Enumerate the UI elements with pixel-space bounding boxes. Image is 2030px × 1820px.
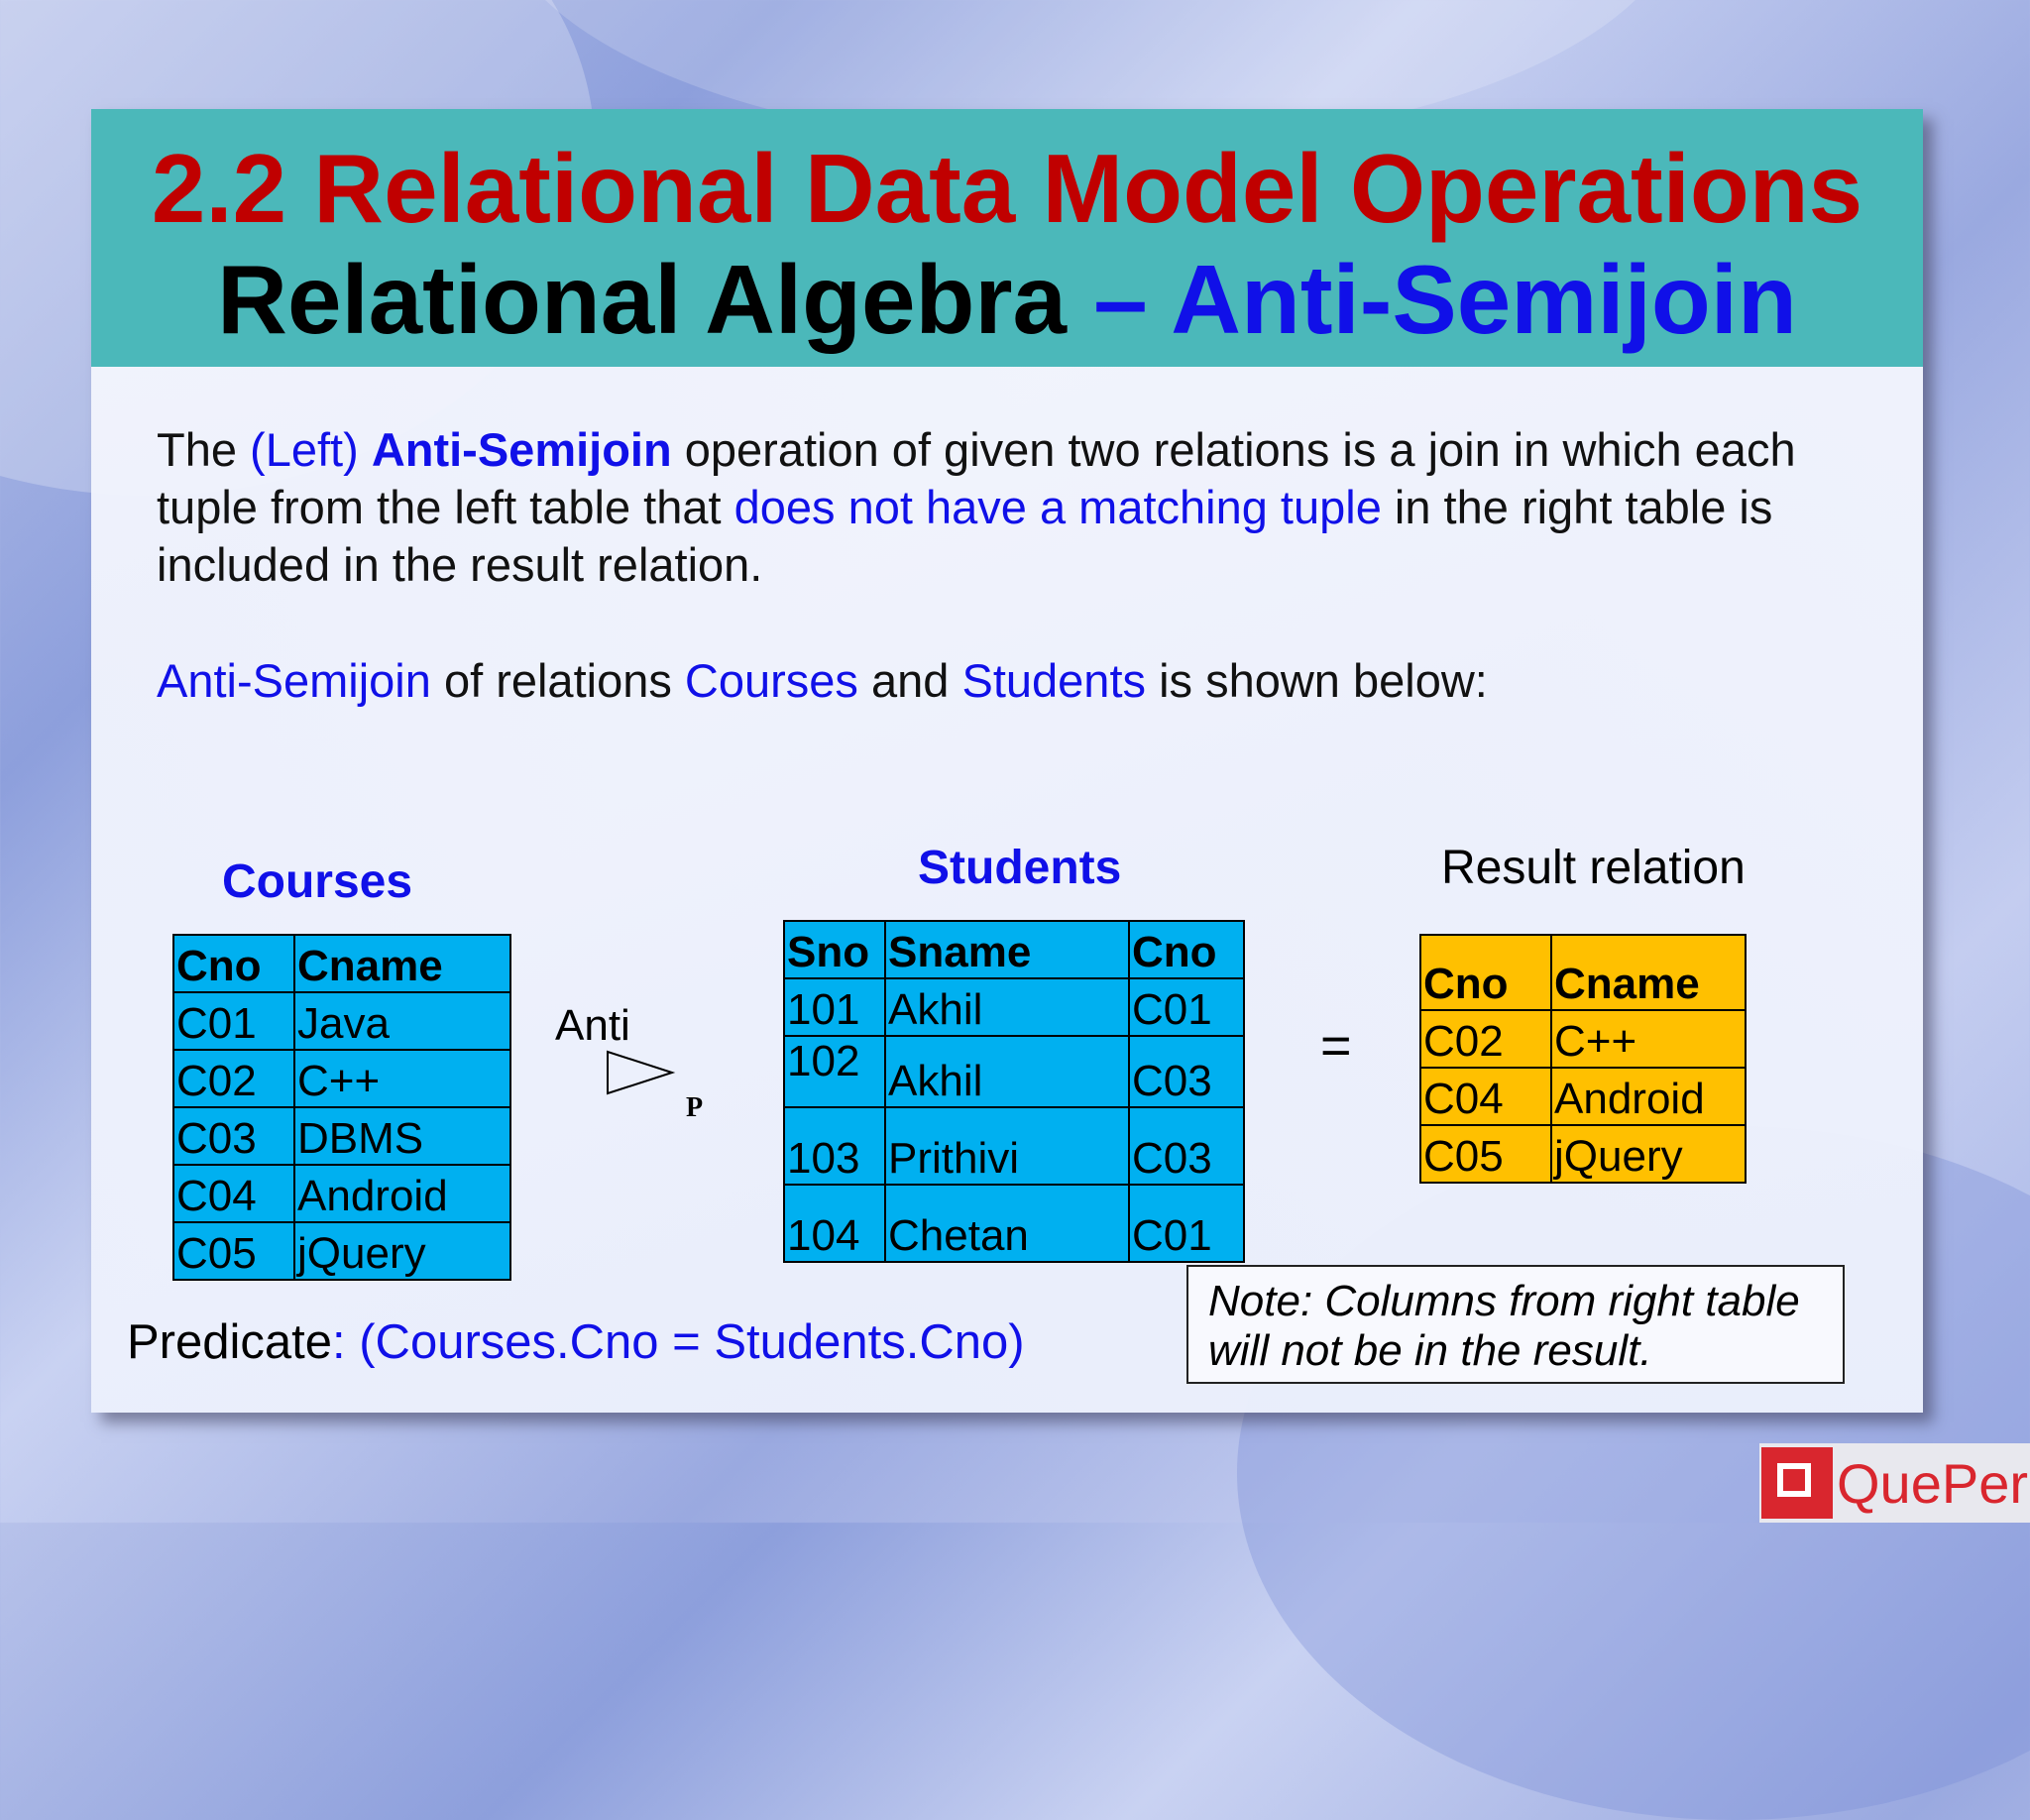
table-cell: jQuery [1551, 1125, 1746, 1183]
column-header: Sno [784, 921, 885, 978]
table-cell: Chetan [885, 1185, 1129, 1262]
table-cell: C03 [1129, 1036, 1244, 1107]
column-header: Cname [294, 935, 510, 992]
table-cell: Akhil [885, 1036, 1129, 1107]
table-row [784, 1107, 1244, 1185]
table-row [784, 1185, 1244, 1262]
table-cell: C04 [1420, 1068, 1551, 1125]
logo-mark-icon [1761, 1447, 1833, 1519]
predicate-line [127, 1314, 1025, 1370]
column-header: Cno [1420, 935, 1551, 1010]
table-cell: C02 [173, 1050, 294, 1107]
table-row [173, 1222, 510, 1280]
anti-semijoin-icon [605, 1049, 676, 1098]
table-row [784, 978, 1244, 1036]
table-row [1420, 1010, 1746, 1068]
table-cell: C01 [173, 992, 294, 1050]
table-cell: C03 [1129, 1107, 1244, 1185]
table-cell: 104 [784, 1185, 885, 1262]
definition-paragraph [157, 421, 1901, 594]
table-cell: C01 [1129, 1185, 1244, 1262]
operator-label: Anti [555, 1001, 630, 1050]
courses-table [172, 934, 511, 1281]
table-cell: Akhil [885, 978, 1129, 1036]
operator-subscript: P [686, 1092, 704, 1123]
table-cell: C02 [1420, 1010, 1551, 1068]
table-cell: Prithivi [885, 1107, 1129, 1185]
example-text: and [857, 654, 962, 707]
example-text: is shown below: [1146, 654, 1488, 707]
table-cell: C05 [173, 1222, 294, 1280]
table-header-row [1420, 935, 1746, 1010]
example-term: Anti-Semijoin [157, 654, 431, 707]
table-cell: C++ [1551, 1010, 1746, 1068]
example-students: Students [961, 654, 1147, 707]
table-row [173, 1050, 510, 1107]
table-cell: Android [294, 1165, 510, 1222]
example-intro [157, 652, 1901, 710]
table-header-row [784, 921, 1244, 978]
slide-title: 2.2 Relational Data Model Operations [151, 134, 1863, 243]
definition-text: The [157, 423, 251, 476]
table-cell: C++ [294, 1050, 510, 1107]
queper-logo [1759, 1443, 2030, 1523]
table-row [1420, 1068, 1746, 1125]
definition-left: (Left) [250, 423, 372, 476]
slide-subtitle [91, 244, 1923, 356]
table-row [173, 992, 510, 1050]
table-cell: C04 [173, 1165, 294, 1222]
table-cell: 101 [784, 978, 885, 1036]
subtitle-main: Relational Algebra [217, 245, 1094, 354]
students-table-title: Students [918, 842, 1122, 894]
definition-highlight: does not have a matching tuple [733, 481, 1382, 533]
table-cell: DBMS [294, 1107, 510, 1165]
table-cell: 103 [784, 1107, 885, 1185]
table-row [1420, 1125, 1746, 1183]
table-row [173, 1165, 510, 1222]
example-text: of relations [430, 654, 685, 707]
column-header: Cno [1129, 921, 1244, 978]
slide-panel [91, 109, 1923, 1413]
table-cell: C05 [1420, 1125, 1551, 1183]
title-band [91, 109, 1923, 367]
definition-text: operation of given two relations is a join in which each tuple from the left table that [157, 423, 1796, 533]
predicate-label: Predicate [127, 1315, 333, 1369]
courses-table-title: Courses [222, 855, 413, 908]
table-cell: Android [1551, 1068, 1746, 1125]
example-courses: Courses [684, 654, 858, 707]
definition-term: Anti-Semijoin [371, 423, 672, 476]
definition-text: in the right table is included in the result relation. [157, 481, 1773, 591]
table-cell: 102 [784, 1036, 885, 1107]
predicate-expression: : (Courses.Cno = Students.Cno) [332, 1315, 1025, 1369]
table-cell: C03 [173, 1107, 294, 1165]
note-box: Note: Columns from right table will not be in the result. [1186, 1265, 1845, 1384]
column-header: Cno [173, 935, 294, 992]
result-table [1419, 934, 1747, 1184]
logo-text: QuePer [1837, 1451, 2028, 1515]
table-row [784, 1036, 1244, 1107]
table-cell: Java [294, 992, 510, 1050]
column-header: Sname [885, 921, 1129, 978]
table-cell: C01 [1129, 978, 1244, 1036]
result-table-title: Result relation [1441, 842, 1746, 894]
subtitle-topic: – Anti-Semijoin [1093, 245, 1797, 354]
equals-sign: = [1320, 1016, 1352, 1076]
table-header-row [173, 935, 510, 992]
column-header: Cname [1551, 935, 1746, 1010]
table-cell: jQuery [294, 1222, 510, 1280]
students-table [783, 920, 1245, 1263]
table-row [173, 1107, 510, 1165]
